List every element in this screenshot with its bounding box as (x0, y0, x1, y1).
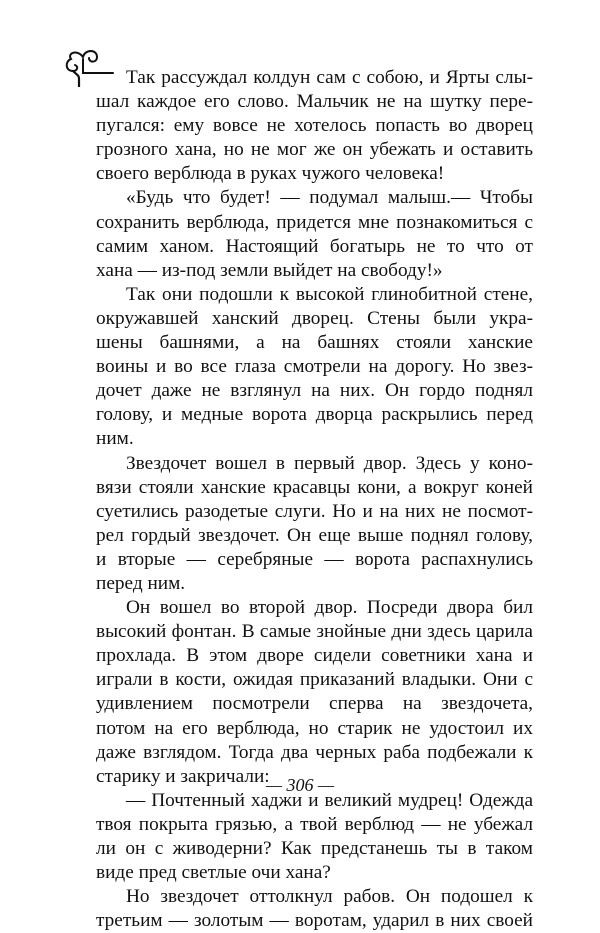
text-line: играли в кости, ожидая приказаний владыки. Они с (96, 669, 533, 691)
paragraph (96, 452, 533, 597)
text-line: твоя покрыта грязью, а твой верблюд — не убежал (96, 813, 533, 835)
text-line: и вторые — серебряные — ворота распахнулись (96, 548, 533, 570)
text-line: Так рассуждал колдун сам с собою, и Ярты слы- (126, 67, 533, 88)
text-line: «Будь что будет! — подумал малыш.— Чтобы (126, 187, 533, 209)
text-line: высокий фонтан. В самые знойные дни здесь царила (96, 621, 533, 643)
paragraph (96, 596, 533, 789)
text-line: — Почтенный хаджи и великий мудрец! Одежда (126, 789, 533, 811)
text-line: голову, и медные ворота дворца раскрылись перед (96, 404, 533, 426)
text-line: грозного хана, но не мог же он убежать и оставить (96, 139, 533, 161)
text-line: старику и закричали: (96, 765, 270, 787)
paragraph (96, 66, 533, 186)
text-line: Так они подошли к высокой глинобитной стене, (126, 283, 533, 305)
text-line: перед ним. (96, 572, 186, 594)
text-line: хана — из-под земли выйдет на свободу!» (96, 259, 443, 281)
text-line: воины и во все глаза смотрели на дорогу. Но звез- (96, 356, 533, 378)
text-line: даже взглядом. Тогда два черных раба подбежали к (96, 741, 533, 763)
text-line: суетились разодетые слуги. Но и на них не посмот- (96, 500, 533, 522)
text-line: виде пред светлые очи хана? (96, 862, 331, 884)
paragraph (96, 283, 533, 452)
text-line: окружавшей ханский дворец. Стены были укра- (96, 307, 533, 329)
text-line: шены башнями, а на башнях стояли ханские (96, 332, 533, 354)
text-line: Звездочет вошел в первый двор. Здесь у коно- (126, 452, 533, 474)
text-line: пугался: ему вовсе не хотелось попасть во дворец (96, 115, 533, 137)
text-line: третьим — золотым — воротам, ударил в них своей (96, 910, 533, 932)
text-line: прохлада. В этом дворе сидели советники хана и (96, 645, 533, 667)
paragraph (96, 885, 533, 933)
text-line: вязи стояли ханские красавцы кони, а вокруг коней (96, 476, 533, 498)
text-line: шал каждое его слово. Мальчик не на шутку пере- (96, 91, 533, 113)
text-line: ним. (96, 428, 134, 450)
text-line: удивлением посмотрели сперва на звездочета, (96, 693, 533, 715)
text-line: дочет даже не взглянул на них. Он гордо поднял (96, 380, 533, 402)
text-line: Он вошел во второй двор. Посреди двора бил (126, 597, 533, 619)
text-line: потом на его верблюда, но старик не удостоил их (96, 717, 533, 739)
page-number: — 306 — (265, 775, 334, 795)
text-line: сохранить верблюда, придется мне познакомиться с (96, 211, 533, 233)
page-body (96, 66, 533, 933)
text-line: своего верблюда в руках чужого человека! (96, 163, 445, 185)
paragraph (96, 186, 533, 282)
text-line: самим ханом. Настоящий богатырь не то что от (96, 235, 533, 257)
paragraph (96, 789, 533, 885)
text-line: рел гордый звездочет. Он еще выше поднял голову, (96, 524, 533, 546)
text-line: Но звездочет оттолкнул рабов. Он подошел к (126, 886, 533, 908)
text-line: ли он с живодерни? Как предстанешь ты в таком (96, 838, 533, 859)
